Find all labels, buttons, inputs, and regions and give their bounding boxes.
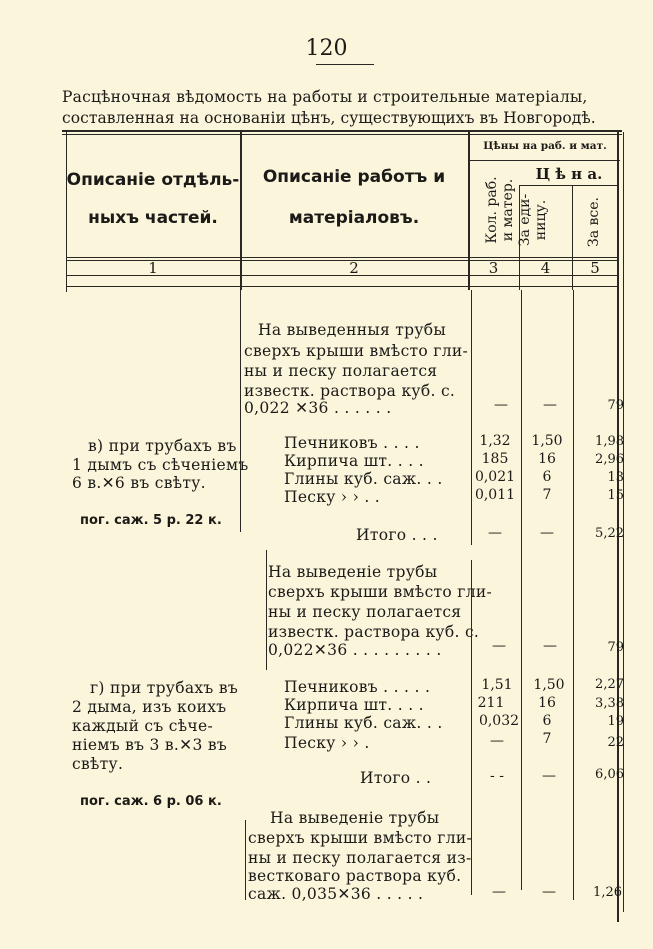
block2-intro-line: ны и песку полагается	[268, 603, 462, 621]
block1-intro-line: На выведенныя трубы	[258, 321, 447, 339]
block1-part-line: 1 дымъ съ сѣченіемъ	[72, 456, 249, 474]
table-row-total: 13	[607, 470, 624, 485]
block1-intro-total: 79	[607, 398, 624, 413]
block2-part-line: каждый съ сѣче-	[72, 717, 213, 735]
header-prices-group: Цѣны на раб. и мат.	[483, 140, 607, 152]
table-row-unit: 7	[542, 487, 552, 503]
header-col2-line2: матеріаловъ.	[288, 208, 420, 228]
block1-intro-line: известк. раствора куб. с.	[244, 382, 456, 400]
page-number: 120	[305, 36, 348, 61]
table-row-qty: 0,021	[474, 469, 516, 485]
header-col4-vertical-2: ницу.	[533, 199, 549, 241]
col-number-3: 3	[488, 259, 499, 277]
table-row-unit: 6	[542, 713, 552, 729]
table-row-unit: 16	[538, 451, 556, 467]
block3-intro-line: На выведеніе трубы	[270, 809, 440, 827]
header-col2-line1: Описаніе работъ и	[262, 167, 446, 187]
block2-part-line: 2 дыма, изъ коихъ	[72, 698, 227, 716]
block2-part-line: свѣту.	[72, 755, 124, 773]
table-row-unit: 1,50	[531, 433, 563, 449]
header-price-group: Ц ѣ н а.	[535, 165, 603, 183]
block2-intro-line: известк. раствора куб. с.	[268, 623, 480, 641]
table-row-qty: 1,51	[481, 677, 513, 693]
table-total-unit: —	[542, 768, 556, 784]
table-row-label: Глины куб. саж. . .	[284, 470, 443, 488]
col-number-2: 2	[349, 259, 359, 277]
block2-intro-unit: —	[543, 638, 557, 654]
block1-intro-qty: —	[494, 397, 508, 413]
block3-intro-total: 1,26	[593, 885, 622, 900]
block1-intro-line: сверхъ крыши вмѣсто гли-	[244, 342, 469, 360]
header-col1-line2: ныхъ частей.	[88, 208, 218, 228]
table-row-label: Песку › › .	[284, 734, 370, 752]
block1-part-line: 6 в.✕6 въ свѣту.	[72, 474, 206, 492]
block2-intro-qty: —	[492, 638, 506, 654]
table-total-unit: —	[540, 525, 554, 541]
table-total-label: Итого . .	[360, 769, 432, 787]
block3-intro-line: ны и песку полагается из-	[248, 849, 472, 867]
block1-part-line: в) при трубахъ въ	[88, 437, 237, 455]
header-col5-vertical: За все.	[586, 197, 602, 247]
table-row-total: 22	[607, 735, 624, 750]
table-row-unit: 7	[542, 731, 552, 747]
table-row-total: 19	[607, 714, 624, 729]
table-row-qty: 185	[481, 451, 509, 467]
table-row-total: 2,96	[595, 452, 624, 467]
page-number-rule	[316, 64, 374, 65]
block3-intro-line: саж. 0,035✕36 . . . . .	[248, 885, 424, 903]
table-row-total: 3,38	[595, 696, 624, 711]
caption-line-1: Расцѣночная вѣдомость на работы и строительные матеріалы,	[62, 88, 588, 106]
header-col3-vertical-1: Кол. раб.	[484, 176, 500, 244]
table-row-label: Печниковъ . . . .	[284, 434, 420, 452]
table-row-label: Кирпича шт. . . .	[284, 696, 424, 714]
table-row-label: Печниковъ . . . . .	[284, 678, 431, 696]
table-row-unit: 1,50	[533, 677, 565, 693]
table-total-label: Итого . . .	[356, 526, 438, 544]
table-total-qty: - -	[490, 768, 504, 784]
col-number-5: 5	[590, 259, 600, 277]
header-col3-vertical-2: и матер.	[500, 178, 516, 242]
table-row-label: Глины куб. саж. . .	[284, 714, 443, 732]
block1-intro-line: ны и песку полагается	[244, 362, 438, 380]
table-row-unit: 6	[542, 469, 552, 485]
block2-intro-line: 0,022✕36 . . . . . . . . .	[268, 641, 442, 659]
table-row-qty: 211	[477, 695, 505, 711]
block3-intro-line: вестковаго раствора куб.	[248, 867, 462, 885]
table-total-qty: —	[488, 525, 502, 541]
table-total-total: 5,22	[595, 526, 624, 541]
block1-intro-unit: —	[543, 397, 557, 413]
table-row-label: Песку › › . .	[284, 488, 381, 506]
table-row-qty: 0,011	[474, 487, 516, 503]
table-row-total: 2,27	[595, 677, 624, 692]
block2-part-line: г) при трубахъ въ	[90, 679, 239, 697]
table-row-unit: 16	[538, 695, 556, 711]
block3-intro-line: сверхъ крыши вмѣсто гли-	[248, 829, 473, 847]
block1-part-price: пог. саж. 5 р. 22 к.	[80, 513, 222, 528]
block2-intro-total: 79	[607, 640, 624, 655]
table-row-qty: —	[490, 733, 504, 749]
block2-part-price: пог. саж. 6 р. 06 к.	[80, 794, 222, 809]
table-row-total: 1,98	[595, 434, 624, 449]
table-row-label: Кирпича шт. . . .	[284, 452, 424, 470]
table-row-qty: 1,32	[479, 433, 511, 449]
block2-intro-line: На выведеніе трубы	[268, 563, 438, 581]
table-total-total: 6,06	[595, 767, 624, 782]
table-row-total: 15	[607, 488, 624, 503]
caption-line-2: составленная на основаніи цѣнъ, существующихъ въ Новгородѣ.	[62, 109, 596, 127]
block1-intro-line: 0,022 ✕36 . . . . . .	[244, 399, 392, 417]
block2-intro-line: сверхъ крыши вмѣсто гли-	[268, 583, 493, 601]
table-row-qty: 0,032	[478, 713, 520, 729]
block2-part-line: ніемъ въ 3 в.✕3 въ	[72, 736, 228, 754]
header-col4-vertical-1: За еди-	[517, 193, 533, 247]
header-col1-line1: Описаніе отдѣль-	[66, 170, 240, 190]
col-number-4: 4	[540, 259, 551, 277]
col-number-1: 1	[148, 259, 158, 277]
block3-intro-qty: —	[492, 884, 506, 900]
block3-intro-unit: —	[542, 884, 556, 900]
